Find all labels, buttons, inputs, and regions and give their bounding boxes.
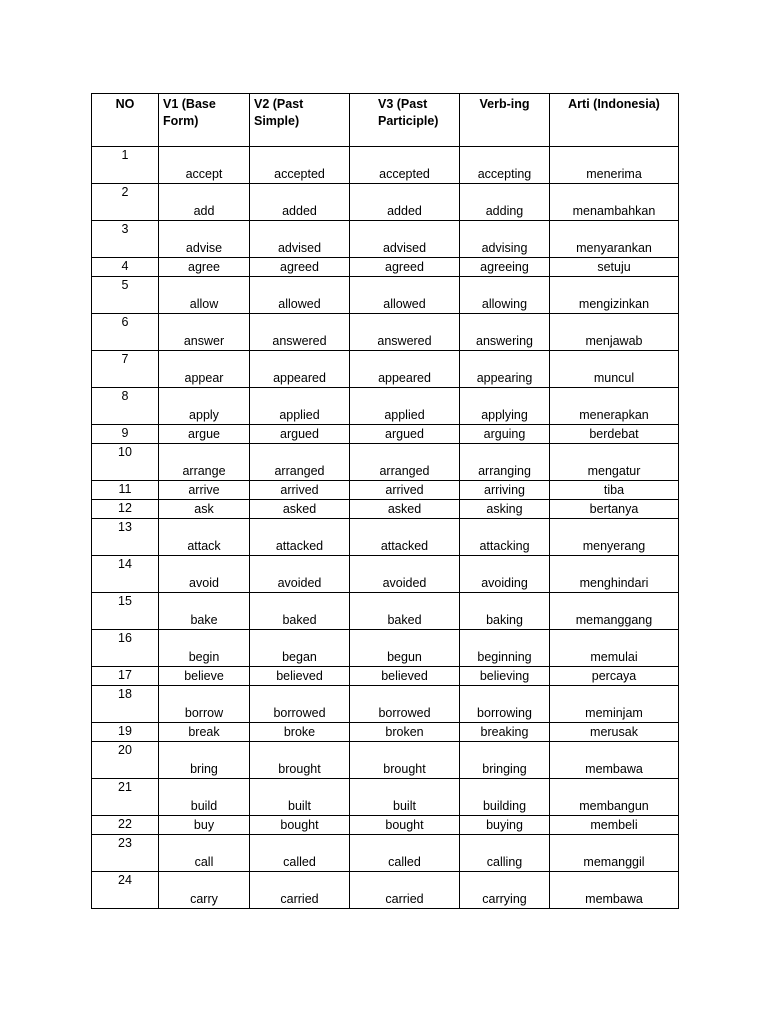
- cell-v3-past-participle: borrowed: [350, 686, 460, 723]
- cell-v3-past-participle: arranged: [350, 444, 460, 481]
- cell-arti-indonesia: menambahkan: [550, 184, 679, 221]
- verb-forms-table: [91, 93, 679, 909]
- row-number: 17: [92, 667, 159, 686]
- cell-v2-past-simple: broke: [250, 723, 350, 742]
- cell-verb-ing: asking: [460, 500, 550, 519]
- table-row: [92, 556, 679, 593]
- cell-v2-past-simple: applied: [250, 388, 350, 425]
- header-v1: V1 (Base Form): [159, 94, 250, 147]
- table-row: [92, 630, 679, 667]
- cell-v3-past-participle: bought: [350, 816, 460, 835]
- cell-v1-base-form: accept: [159, 147, 250, 184]
- table-row: [92, 667, 679, 686]
- cell-v2-past-simple: baked: [250, 593, 350, 630]
- table-row: [92, 481, 679, 500]
- row-number: 20: [92, 742, 159, 779]
- cell-arti-indonesia: mengizinkan: [550, 277, 679, 314]
- cell-v3-past-participle: answered: [350, 314, 460, 351]
- cell-v3-past-participle: built: [350, 779, 460, 816]
- row-number: 3: [92, 221, 159, 258]
- cell-arti-indonesia: bertanya: [550, 500, 679, 519]
- cell-verb-ing: borrowing: [460, 686, 550, 723]
- row-number: 10: [92, 444, 159, 481]
- cell-arti-indonesia: memulai: [550, 630, 679, 667]
- table-row: [92, 816, 679, 835]
- cell-v2-past-simple: carried: [250, 872, 350, 909]
- cell-v2-past-simple: avoided: [250, 556, 350, 593]
- cell-v1-base-form: attack: [159, 519, 250, 556]
- cell-v1-base-form: ask: [159, 500, 250, 519]
- header-v3: V3 (Past Participle): [350, 94, 460, 147]
- cell-v3-past-participle: brought: [350, 742, 460, 779]
- row-number: 16: [92, 630, 159, 667]
- cell-arti-indonesia: menerapkan: [550, 388, 679, 425]
- cell-v1-base-form: believe: [159, 667, 250, 686]
- row-number: 8: [92, 388, 159, 425]
- cell-arti-indonesia: memanggil: [550, 835, 679, 872]
- table-row: [92, 872, 679, 909]
- cell-v1-base-form: bring: [159, 742, 250, 779]
- row-number: 11: [92, 481, 159, 500]
- cell-verb-ing: advising: [460, 221, 550, 258]
- cell-v2-past-simple: built: [250, 779, 350, 816]
- cell-v1-base-form: bake: [159, 593, 250, 630]
- table-header-row: [92, 94, 679, 147]
- cell-v3-past-participle: asked: [350, 500, 460, 519]
- cell-v2-past-simple: arrived: [250, 481, 350, 500]
- cell-v1-base-form: argue: [159, 425, 250, 444]
- row-number: 1: [92, 147, 159, 184]
- cell-verb-ing: breaking: [460, 723, 550, 742]
- cell-v2-past-simple: allowed: [250, 277, 350, 314]
- cell-v3-past-participle: attacked: [350, 519, 460, 556]
- cell-arti-indonesia: membeli: [550, 816, 679, 835]
- cell-verb-ing: answering: [460, 314, 550, 351]
- header-v2: V2 (Past Simple): [250, 94, 350, 147]
- cell-arti-indonesia: berdebat: [550, 425, 679, 444]
- cell-verb-ing: building: [460, 779, 550, 816]
- cell-verb-ing: arranging: [460, 444, 550, 481]
- cell-v3-past-participle: begun: [350, 630, 460, 667]
- cell-v3-past-participle: broken: [350, 723, 460, 742]
- table-row: [92, 444, 679, 481]
- cell-verb-ing: adding: [460, 184, 550, 221]
- cell-v2-past-simple: argued: [250, 425, 350, 444]
- cell-arti-indonesia: menyarankan: [550, 221, 679, 258]
- cell-v1-base-form: allow: [159, 277, 250, 314]
- row-number: 6: [92, 314, 159, 351]
- table-body: [92, 147, 679, 909]
- table-row: [92, 425, 679, 444]
- cell-arti-indonesia: mengatur: [550, 444, 679, 481]
- row-number: 18: [92, 686, 159, 723]
- table-row: [92, 258, 679, 277]
- cell-v1-base-form: arrange: [159, 444, 250, 481]
- cell-v2-past-simple: agreed: [250, 258, 350, 277]
- cell-verb-ing: agreeing: [460, 258, 550, 277]
- cell-v1-base-form: arrive: [159, 481, 250, 500]
- cell-v1-base-form: appear: [159, 351, 250, 388]
- cell-v1-base-form: borrow: [159, 686, 250, 723]
- table-row: [92, 221, 679, 258]
- cell-v3-past-participle: added: [350, 184, 460, 221]
- cell-arti-indonesia: meminjam: [550, 686, 679, 723]
- cell-verb-ing: baking: [460, 593, 550, 630]
- table-row: [92, 593, 679, 630]
- cell-v3-past-participle: believed: [350, 667, 460, 686]
- row-number: 15: [92, 593, 159, 630]
- cell-arti-indonesia: merusak: [550, 723, 679, 742]
- cell-v1-base-form: agree: [159, 258, 250, 277]
- cell-v1-base-form: apply: [159, 388, 250, 425]
- row-number: 12: [92, 500, 159, 519]
- cell-v1-base-form: break: [159, 723, 250, 742]
- cell-v1-base-form: build: [159, 779, 250, 816]
- cell-arti-indonesia: menerima: [550, 147, 679, 184]
- table-row: [92, 277, 679, 314]
- cell-verb-ing: carrying: [460, 872, 550, 909]
- cell-arti-indonesia: setuju: [550, 258, 679, 277]
- cell-v2-past-simple: answered: [250, 314, 350, 351]
- cell-v3-past-participle: appeared: [350, 351, 460, 388]
- cell-verb-ing: accepting: [460, 147, 550, 184]
- cell-v1-base-form: advise: [159, 221, 250, 258]
- cell-arti-indonesia: tiba: [550, 481, 679, 500]
- cell-verb-ing: arguing: [460, 425, 550, 444]
- table-row: [92, 779, 679, 816]
- header-verb-ing: Verb-ing: [460, 94, 550, 147]
- table-row: [92, 519, 679, 556]
- cell-v1-base-form: call: [159, 835, 250, 872]
- row-number: 7: [92, 351, 159, 388]
- cell-arti-indonesia: percaya: [550, 667, 679, 686]
- cell-verb-ing: attacking: [460, 519, 550, 556]
- cell-arti-indonesia: muncul: [550, 351, 679, 388]
- cell-v3-past-participle: carried: [350, 872, 460, 909]
- cell-arti-indonesia: menghindari: [550, 556, 679, 593]
- cell-arti-indonesia: menjawab: [550, 314, 679, 351]
- row-number: 23: [92, 835, 159, 872]
- cell-verb-ing: calling: [460, 835, 550, 872]
- cell-v2-past-simple: accepted: [250, 147, 350, 184]
- table-row: [92, 147, 679, 184]
- cell-verb-ing: applying: [460, 388, 550, 425]
- table-row: [92, 388, 679, 425]
- cell-v2-past-simple: called: [250, 835, 350, 872]
- row-number: 22: [92, 816, 159, 835]
- row-number: 9: [92, 425, 159, 444]
- table-row: [92, 686, 679, 723]
- cell-verb-ing: bringing: [460, 742, 550, 779]
- cell-v2-past-simple: added: [250, 184, 350, 221]
- cell-v3-past-participle: allowed: [350, 277, 460, 314]
- cell-v1-base-form: buy: [159, 816, 250, 835]
- cell-v2-past-simple: brought: [250, 742, 350, 779]
- cell-arti-indonesia: memanggang: [550, 593, 679, 630]
- cell-v2-past-simple: arranged: [250, 444, 350, 481]
- table-row: [92, 184, 679, 221]
- row-number: 19: [92, 723, 159, 742]
- cell-arti-indonesia: membawa: [550, 742, 679, 779]
- cell-v2-past-simple: advised: [250, 221, 350, 258]
- table-row: [92, 723, 679, 742]
- cell-verb-ing: beginning: [460, 630, 550, 667]
- cell-v1-base-form: answer: [159, 314, 250, 351]
- table-row: [92, 742, 679, 779]
- cell-verb-ing: arriving: [460, 481, 550, 500]
- cell-verb-ing: buying: [460, 816, 550, 835]
- cell-v3-past-participle: applied: [350, 388, 460, 425]
- cell-v2-past-simple: believed: [250, 667, 350, 686]
- cell-v3-past-participle: called: [350, 835, 460, 872]
- cell-verb-ing: appearing: [460, 351, 550, 388]
- cell-v3-past-participle: baked: [350, 593, 460, 630]
- cell-v2-past-simple: asked: [250, 500, 350, 519]
- cell-v1-base-form: begin: [159, 630, 250, 667]
- row-number: 2: [92, 184, 159, 221]
- cell-v3-past-participle: agreed: [350, 258, 460, 277]
- cell-arti-indonesia: membangun: [550, 779, 679, 816]
- header-arti: Arti (Indonesia): [550, 94, 679, 147]
- cell-v1-base-form: carry: [159, 872, 250, 909]
- cell-arti-indonesia: membawa: [550, 872, 679, 909]
- cell-arti-indonesia: menyerang: [550, 519, 679, 556]
- cell-v1-base-form: add: [159, 184, 250, 221]
- table-row: [92, 351, 679, 388]
- row-number: 14: [92, 556, 159, 593]
- cell-v1-base-form: avoid: [159, 556, 250, 593]
- cell-v3-past-participle: advised: [350, 221, 460, 258]
- table-row: [92, 500, 679, 519]
- header-no: NO: [92, 94, 159, 147]
- cell-v2-past-simple: bought: [250, 816, 350, 835]
- cell-verb-ing: believing: [460, 667, 550, 686]
- cell-verb-ing: avoiding: [460, 556, 550, 593]
- cell-v2-past-simple: began: [250, 630, 350, 667]
- cell-v3-past-participle: accepted: [350, 147, 460, 184]
- row-number: 21: [92, 779, 159, 816]
- row-number: 5: [92, 277, 159, 314]
- row-number: 4: [92, 258, 159, 277]
- cell-v2-past-simple: appeared: [250, 351, 350, 388]
- cell-v3-past-participle: argued: [350, 425, 460, 444]
- cell-v3-past-participle: arrived: [350, 481, 460, 500]
- table-row: [92, 314, 679, 351]
- row-number: 13: [92, 519, 159, 556]
- cell-verb-ing: allowing: [460, 277, 550, 314]
- table-row: [92, 835, 679, 872]
- cell-v3-past-participle: avoided: [350, 556, 460, 593]
- cell-v2-past-simple: borrowed: [250, 686, 350, 723]
- cell-v2-past-simple: attacked: [250, 519, 350, 556]
- row-number: 24: [92, 872, 159, 909]
